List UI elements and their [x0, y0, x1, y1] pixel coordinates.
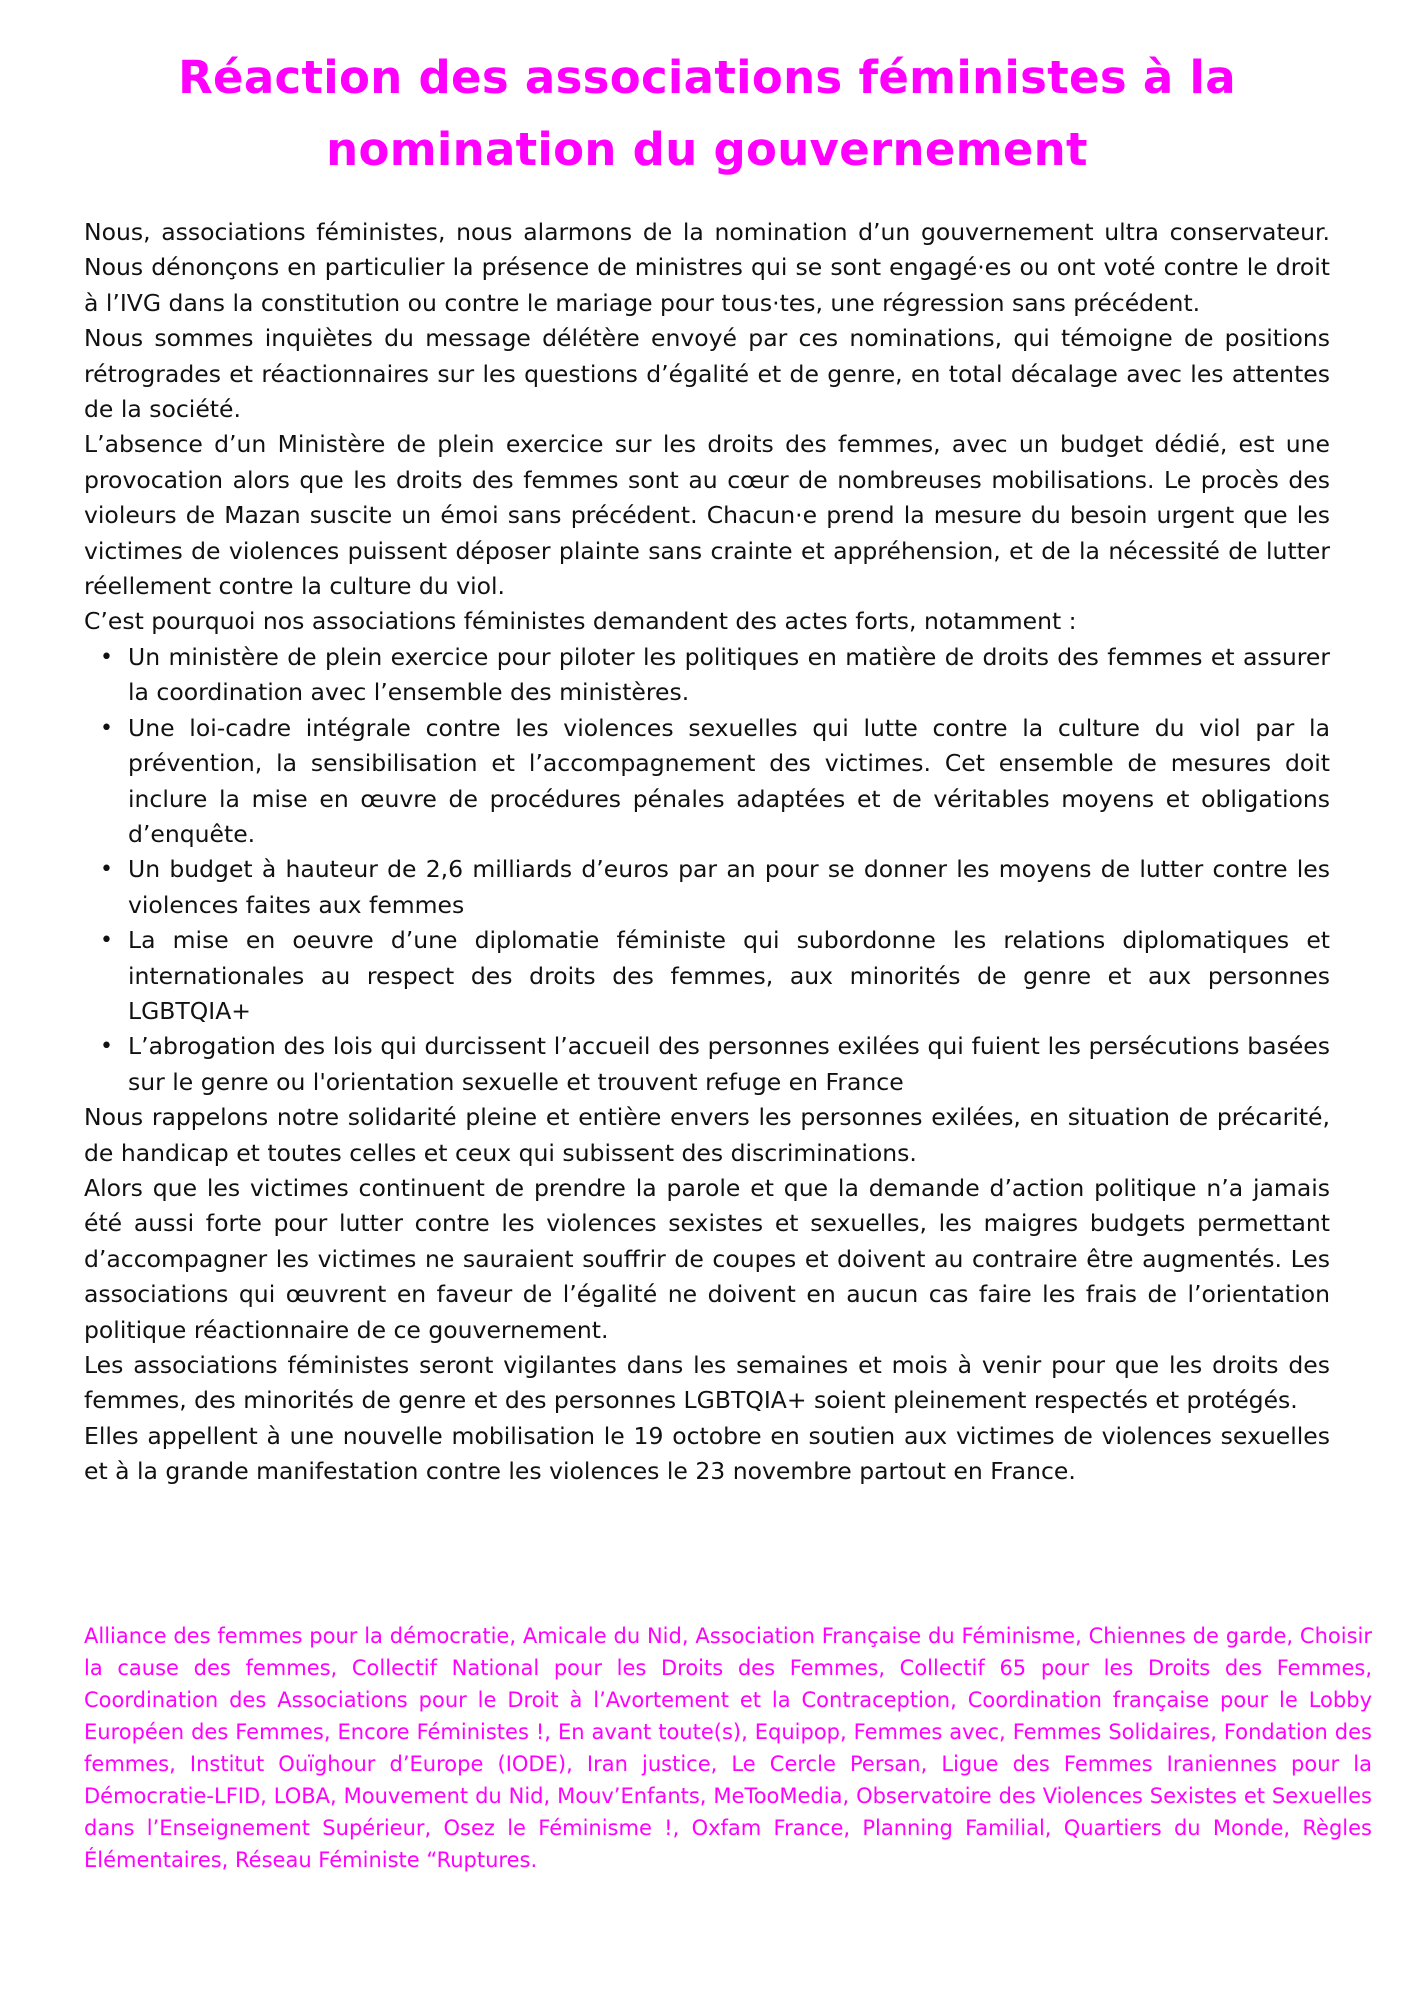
- ministry-paragraph: L’absence d’un Ministère de plein exercice sur les droits des femmes, avec un budget dédié, est une provocation alors que les droits des femmes sont au cœur de nombreuses mobilisations. Le procès des violeurs de Mazan suscite un émoi sans précédent. Chacun·e prend la mesure du besoin urgent que les victimes de violences puissent déposer plainte sans crainte et appréhension, et de la nécessité de lutter réellement contre la culture du viol.: [84, 430, 1330, 601]
- demand-item: [100, 711, 1330, 853]
- budget-paragraph: Alors que les victimes continuent de prendre la parole et que la demande d’action politique n’a jamais été aussi forte pour lutter contre les violences sexistes et sexuelles, les maigres budgets permettant d’accompagner les victimes ne sauraient souffrir de coupes et doivent au contraire être augmentés. Les associations qui œuvrent en faveur de l’égalité ne doivent en aucun cas faire les frais de l’orientation politique réactionnaire de ce gouvernement.: [84, 1173, 1330, 1344]
- bullet-icon: •: [100, 1034, 113, 1060]
- demand-item: [100, 1029, 1330, 1100]
- demand-text: Un ministère de plein exercice pour piloter les politiques en matière de droits des femmes et assurer la coordination avec l’ensemble des ministères.: [128, 642, 1330, 707]
- document-body: [84, 215, 1330, 1490]
- vigilance-paragraph: Les associations féministes seront vigilantes dans les semaines et mois à venir pour que les droits des femmes, des minorités de genre et des personnes LGBTQIA+ soient pleinement respectés et protégés.: [84, 1351, 1330, 1415]
- demand-text: Un budget à hauteur de 2,6 milliards d’euros par an pour se donner les moyens de lutter contre les violences faites aux femmes: [128, 855, 1330, 919]
- solidarity-paragraph: Nous rappelons notre solidarité pleine et entière envers les personnes exilées, en situation de précarité, de handicap et toutes celles et ceux qui subissent des discriminations.: [84, 1103, 1330, 1167]
- signatories-list: Alliance des femmes pour la démocratie, Amicale du Nid, Association Française du Féminisme, Chiennes de garde, Choisir la cause des femmes, Collectif National pour les Droits des Femmes, Collectif 65 pour les Droits des Femmes, Coordination des Associations pour le Droit à l’Avortement et la Contraception, Coordination française pour le Lobby Européen des Femmes, Encore Féministes !, En avant toute(s), Equipop, Femmes avec, Femmes Solidaires, Fondation des femmes, Institut Ouïghour d’Europe (IODE), Iran justice, Le Cercle Persan, Ligue des Femmes Iraniennes pour la Démocratie-LFID, LOBA, Mouvement du Nid, Mouv’Enfants, MeTooMedia, Observatoire des Violences Sexistes et Sexuelles dans l’Enseignement Supérieur, Osez le Féminisme !, Oxfam France, Planning Familial, Quartiers du Monde, Règles Élémentaires, Réseau Féministe “Ruptures.: [84, 1624, 1372, 1872]
- mobilisation-paragraph: Elles appellent à une nouvelle mobilisation le 19 octobre en soutien aux victimes de violences sexuelles et à la grande manifestation contre les violences le 23 novembre partout en France.: [84, 1421, 1330, 1486]
- bullet-icon: •: [100, 857, 113, 883]
- demand-item: [100, 852, 1330, 923]
- concern-paragraph: Nous sommes inquiètes du message délétère envoyé par ces nominations, qui témoigne de positions rétrogrades et réactionnaires sur les questions d’égalité et de genre, en total décalage avec les attentes de la société.: [84, 324, 1330, 424]
- demand-item: [100, 923, 1330, 1029]
- bullet-icon: •: [100, 644, 113, 670]
- bullet-icon: •: [100, 928, 113, 954]
- demand-text: L’abrogation des lois qui durcissent l’accueil des personnes exilées qui fuient les persécutions basées sur le genre ou l'orientation sexuelle et trouvent refuge en France: [128, 1032, 1330, 1096]
- demands-list: [84, 640, 1330, 1100]
- demand-text: La mise en oeuvre d’une diplomatie féministe qui subordonne les relations diplomatiques et internationales au respect des droits des femmes, aux minorités de genre et aux personnes LGBTQIA+: [128, 926, 1330, 1025]
- demand-text: Une loi-cadre intégrale contre les violences sexuelles qui lutte contre la culture du viol par la prévention, la sensibilisation et l’accompagnement des victimes. Cet ensemble de mesures doit inclure la mise en œuvre de procédures pénales adaptées et de véritables moyens et obligations d’enquête.: [128, 713, 1330, 848]
- demand-item: [100, 640, 1330, 711]
- demands-intro: C’est pourquoi nos associations féministes demandent des actes forts, notamment :: [84, 607, 1077, 636]
- intro-paragraph: Nous, associations féministes, nous alarmons de la nomination d’un gouvernement ultra conservateur. Nous dénonçons en particulier la présence de ministres qui se sont engagé·es ou ont voté contre le droit à l’IVG dans la constitution ou contre le mariage pour tous·tes, une régression sans précédent.: [84, 218, 1330, 317]
- bullet-icon: •: [100, 715, 113, 741]
- document-title: Réaction des associations féministes à la nomination du gouvernement: [178, 51, 1236, 176]
